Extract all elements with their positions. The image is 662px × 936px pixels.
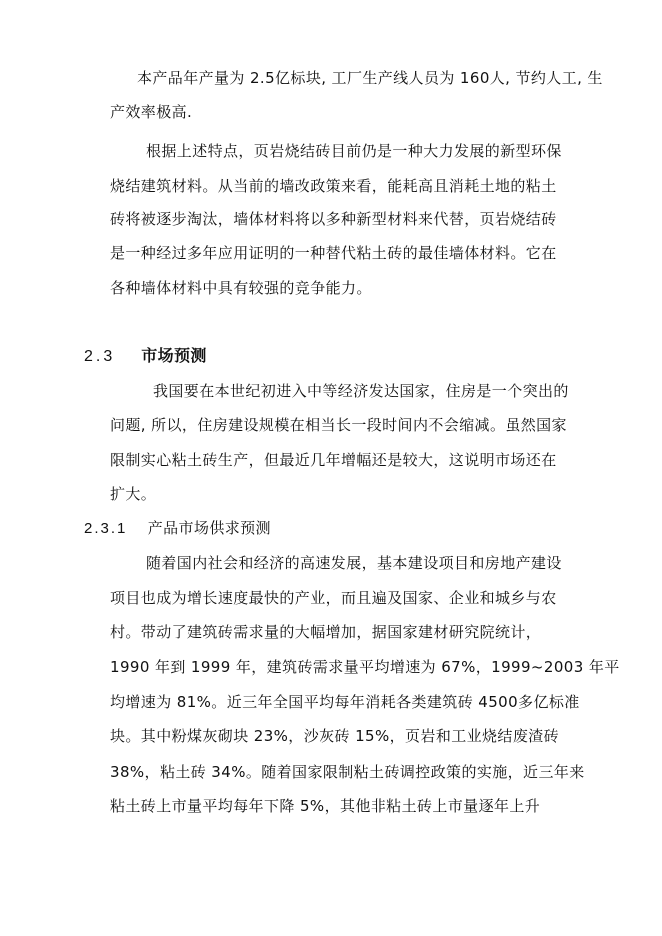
text-line: 是一种经过多年应用证明的一种替代粘土砖的最佳墙体材料。它在 [110, 244, 557, 262]
text-line: 块。其中粉煤灰砌块 23%，沙灰砖 15%，页岩和工业烧结废渣砖 [110, 727, 560, 745]
text-line: 烧结建筑材料。从当前的墙改政策来看，能耗高且消耗土地的粘土 [110, 177, 557, 195]
text-line: 产效率极高. [110, 103, 193, 121]
text-line: 本产品年产量为 2.5亿标块, 工厂生产线人员为 160人, 节约人工, 生 [137, 69, 603, 87]
text-line: 问题, 所以，住房建设规模在相当长一段时间内不会缩减。虽然国家 [110, 416, 567, 434]
section-number: 2.3 [84, 348, 116, 365]
text-line: 各种墙体材料中具有较强的竞争能力。 [110, 279, 372, 297]
subsection-title: 产品市场供求预测 [147, 519, 271, 537]
text-line: 项目也成为增长速度最快的产业，而且遍及国家、企业和城乡与农 [110, 589, 557, 607]
text-line: 38%，粘土砖 34%。随着国家限制粘土砖调控政策的实施，近三年来 [110, 763, 585, 781]
text-line: 粘土砖上市量平均每年下降 5%，其他非粘土砖上市量逐年上升 [110, 797, 541, 815]
section-heading [84, 346, 207, 367]
text-line: 我国要在本世纪初进入中等经济发达国家，住房是一个突出的 [153, 382, 569, 400]
subsection-number: 2.3.1 [84, 520, 128, 537]
text-line: 均增速为 81%。近三年全国平均每年消耗各类建筑砖 4500多亿标准 [110, 693, 580, 711]
text-line: 根据上述特点，页岩烧结砖目前仍是一种大力发展的新型环保 [146, 142, 562, 160]
text-line: 砖将被逐步淘汰，墙体材料将以多种新型材料来代替，页岩烧结砖 [110, 210, 557, 228]
section-title: 市场预测 [141, 346, 207, 365]
text-line: 随着国内社会和经济的高速发展，基本建设项目和房地产建设 [146, 554, 562, 572]
text-line: 限制实心粘土砖生产，但最近几年增幅还是较大，这说明市场还在 [110, 451, 557, 469]
subsection-heading [84, 518, 271, 539]
text-line: 村。带动了建筑砖需求量的大幅增加，据国家建材研究院统计， [110, 623, 542, 641]
text-line: 扩大。 [110, 485, 157, 503]
text-line: 1990 年到 1999 年，建筑砖需求量平均增速为 67%，1999~2003 年平 [110, 658, 620, 676]
